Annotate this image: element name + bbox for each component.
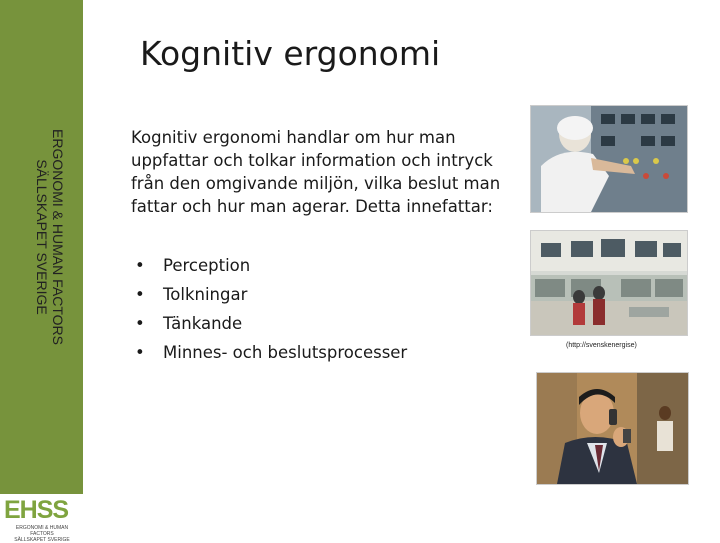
bullet-text: Tolkningar — [163, 285, 248, 304]
bullet-item — [131, 280, 491, 309]
bullet-list — [131, 251, 491, 367]
sidebar — [0, 0, 83, 543]
logo-subtitle-line-2: SÄLLSKAPET SVERIGE — [14, 537, 70, 543]
logo-subtitle — [4, 525, 80, 543]
intro-paragraph: Kognitiv ergonomi handlar om hur man uppfattar och tolkar information och intryck från den omgivande miljön, vilka beslut man fattar och hur man agerar. Detta innefattar: — [131, 128, 501, 216]
bullet-marker: • — [135, 343, 145, 362]
bullet-item — [131, 338, 491, 367]
bullet-text: Tänkande — [163, 314, 243, 333]
bullet-item — [131, 309, 491, 338]
sidebar-vertical-line-1: ERGONOMI & HUMAN FACTORS — [50, 129, 66, 345]
ehss-logo — [0, 494, 83, 543]
sidebar-vertical-line-2: SÄLLSKAPET SVERIGE — [34, 159, 50, 315]
bullet-text: Perception — [163, 256, 251, 275]
sidebar-vertical-text — [14, 106, 66, 368]
logo-subtitle-line-1: ERGONOMI & HUMAN FACTORS — [15, 525, 69, 537]
logo-mark: EHSS — [4, 496, 69, 524]
bullet-item — [131, 251, 491, 280]
bullet-marker: • — [135, 285, 145, 304]
bullet-marker: • — [135, 314, 145, 333]
slide-title: Kognitiv ergonomi — [140, 34, 441, 73]
image-caption: (http://svenskenergise) — [566, 342, 637, 349]
bullet-marker: • — [135, 256, 145, 275]
bullet-text: Minnes- och beslutsprocesser — [163, 343, 408, 362]
businessman-photo — [536, 372, 689, 485]
control-room-photo — [530, 230, 688, 336]
control-panel-photo — [530, 105, 688, 213]
